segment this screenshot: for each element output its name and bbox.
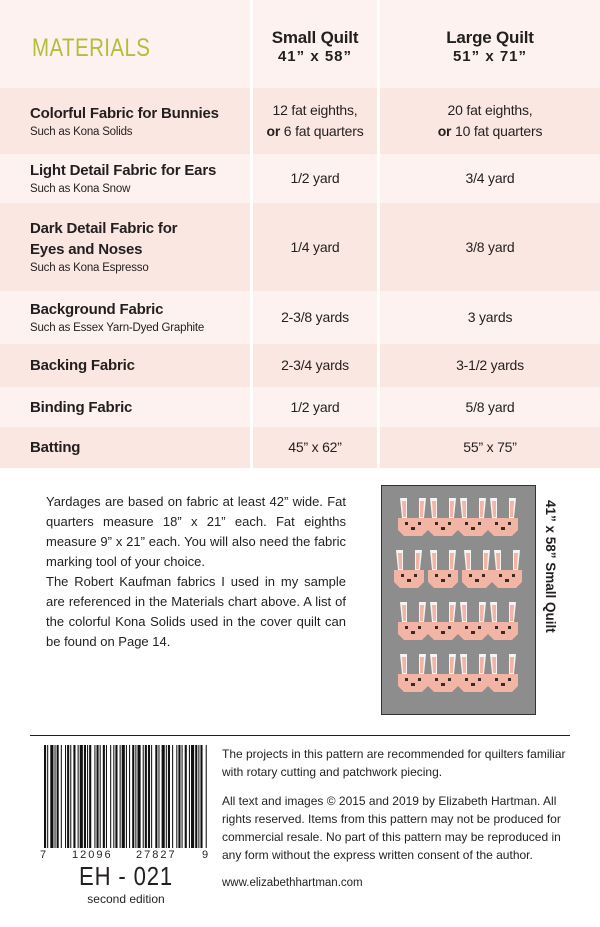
table-row: [0, 203, 600, 291]
row-title: Colorful Fabric for Bunnies: [30, 104, 219, 122]
row-subtitle: Such as Kona Solids: [30, 125, 133, 138]
large-value: [380, 88, 600, 154]
small-value-line2-text: 6 fat quarters: [280, 123, 364, 139]
row-title: Background Fabric: [30, 301, 164, 318]
large-value: 3 yards: [467, 309, 513, 325]
table-row: [0, 88, 600, 154]
row-label: [30, 344, 250, 387]
row-label: [30, 154, 250, 203]
row-label: [30, 427, 250, 468]
large-value-line1: 20 fat eighths,: [447, 102, 533, 118]
section-divider: [30, 735, 570, 736]
barcode-digit-check: 9: [202, 849, 209, 861]
small-value: 1/2 yard: [290, 398, 340, 415]
row-label: [30, 291, 250, 344]
small-value: 1/2 yard: [290, 170, 340, 186]
small-value: 2-3/4 yards: [281, 357, 349, 373]
row-title: Batting: [30, 439, 81, 456]
large-value: 5/8 yard: [465, 398, 515, 415]
large-quilt-size: 51” x 71”: [452, 48, 528, 65]
barcode: [40, 745, 210, 850]
quilt-preview-image: [381, 485, 536, 715]
fabric-note: The Robert Kaufman fabrics I used in my sample are referenced in the Materials chart above. A list of the colorful Kona Solids used in the cover quilt can be found on Page 14.: [46, 574, 346, 649]
small-quilt-header: [253, 6, 377, 88]
large-value-line2: [438, 121, 543, 142]
skill-note: The projects in this pattern are recommended for quilters familiar with rotary cutting and patchwork piecing.: [222, 747, 566, 779]
row-label: [30, 387, 250, 427]
row-title: Binding Fabric: [30, 398, 133, 416]
row-title-line2: Eyes and Noses: [30, 241, 143, 258]
row-title: Light Detail Fabric for Ears: [30, 162, 217, 179]
table-row: [0, 154, 600, 203]
row-label: [30, 88, 250, 154]
barcode-digit-lead: 7: [40, 849, 47, 861]
barcode-digits-left: 12096: [72, 849, 113, 861]
large-value-line2-text: 10 fat quarters: [451, 123, 543, 139]
large-value: 3/8 yard: [465, 238, 515, 255]
bunny-quilt-illustration: [382, 486, 534, 713]
small-value-line2: [267, 121, 364, 142]
row-title-line1: Dark Detail Fabric for: [30, 220, 178, 237]
table-row: [0, 387, 600, 427]
table-row: [0, 291, 600, 344]
row-subtitle: Such as Kona Espresso: [30, 262, 149, 274]
row-subtitle: Such as Kona Snow: [30, 183, 131, 195]
small-value: 2-3/8 yards: [281, 309, 349, 325]
small-quilt-name: Small Quilt: [271, 28, 359, 47]
row-subtitle: Such as Essex Yarn-Dyed Graphite: [30, 322, 205, 334]
yardage-note: Yardages are based on fabric at least 42” wide. Fat quarters measure 18” x 21” each. Fat eighths measure 9” x 21” each. You will also need the fabric marking tool of your choice.: [46, 494, 346, 569]
materials-title: MATERIALS: [32, 34, 151, 62]
or-word: or: [437, 123, 452, 139]
copyright-note: All text and images © 2015 and 2019 by Elizabeth Hartman. All rights reserved. Items from this pattern may not be produced for commercial resale. No part of this pattern may be reproduced in any form without the express written consent of the author.: [222, 794, 561, 862]
large-quilt-name: Large Quilt: [446, 28, 534, 47]
small-value-line1: 12 fat eighths,: [272, 102, 358, 118]
table-row: [0, 427, 600, 468]
quilt-size-label: [543, 500, 573, 680]
website-link[interactable]: www.elizabethhartman.com: [222, 877, 363, 889]
or-word: or: [266, 123, 281, 139]
quilt-size-label-text: 41” x 58” Small Quilt: [543, 500, 558, 633]
small-value: 45” x 62”: [288, 439, 342, 455]
small-value: [253, 88, 377, 154]
row-label: [30, 203, 250, 291]
row-title: Backing Fabric: [30, 357, 135, 374]
barcode-digits-right: 27827: [136, 849, 177, 861]
table-header-row: [0, 0, 600, 88]
product-code: EH - 021: [78, 861, 174, 891]
small-value: 1/4 yard: [290, 238, 340, 255]
large-value: 3-1/2 yards: [456, 357, 524, 373]
edition-label: second edition: [87, 892, 165, 906]
large-quilt-header: [380, 6, 600, 88]
table-row: [0, 344, 600, 387]
large-value: 3/4 yard: [465, 170, 515, 186]
large-value: 55” x 75”: [463, 439, 517, 455]
small-quilt-size: 41” x 58”: [277, 48, 353, 65]
